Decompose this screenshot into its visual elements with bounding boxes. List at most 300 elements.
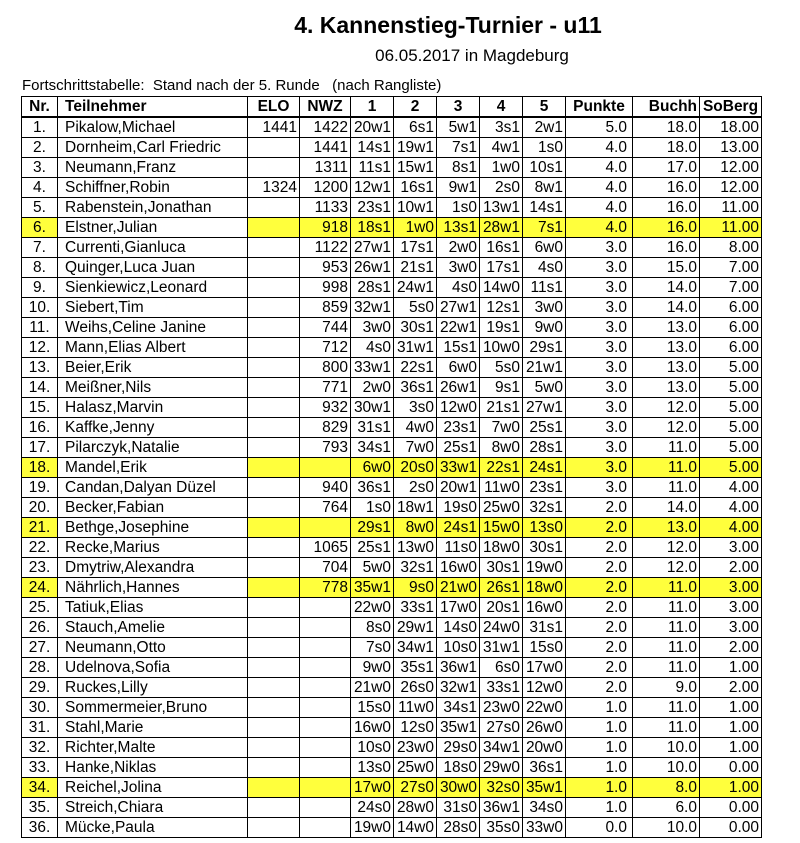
cell-round-2: 1w0	[394, 218, 437, 238]
cell-punkte: 4.0	[566, 178, 633, 198]
cell-soberg: 1.00	[700, 698, 762, 718]
cell-round-1: 33w1	[351, 358, 394, 378]
cell-round-1: 2w0	[351, 378, 394, 398]
cell-punkte: 3.0	[566, 238, 633, 258]
cell-round-3: 33w1	[437, 458, 480, 478]
cell-buchh: 10.0	[633, 738, 700, 758]
cell-round-1: 18s1	[351, 218, 394, 238]
cell-round-4: 15w0	[480, 518, 523, 538]
cell-buchh: 16.0	[633, 178, 700, 198]
cell-round-3: 1s0	[437, 198, 480, 218]
cell-round-1: 15s0	[351, 698, 394, 718]
col-header-round-5: 5	[523, 97, 566, 118]
cell-name: Mücke,Paula	[58, 818, 248, 838]
cell-soberg: 6.00	[700, 318, 762, 338]
cell-nwz: 953	[300, 258, 351, 278]
cell-buchh: 10.0	[633, 818, 700, 838]
cell-soberg: 1.00	[700, 658, 762, 678]
cell-round-3: 24s1	[437, 518, 480, 538]
cell-punkte: 1.0	[566, 758, 633, 778]
cell-elo	[248, 758, 300, 778]
cell-round-4: 36w1	[480, 798, 523, 818]
cell-round-4: 18w0	[480, 538, 523, 558]
cell-buchh: 11.0	[633, 658, 700, 678]
cell-buchh: 17.0	[633, 158, 700, 178]
cell-round-2: 25w0	[394, 758, 437, 778]
cell-round-2: 16s1	[394, 178, 437, 198]
table-row	[22, 218, 762, 238]
col-header-round-1: 1	[351, 97, 394, 118]
cell-punkte: 1.0	[566, 718, 633, 738]
cell-nr: 19.	[22, 478, 58, 498]
cell-soberg: 5.00	[700, 438, 762, 458]
cell-round-3: 30w0	[437, 778, 480, 798]
cell-punkte: 2.0	[566, 658, 633, 678]
cell-name: Candan,Dalyan Düzel	[58, 478, 248, 498]
cell-elo	[248, 518, 300, 538]
cell-round-1: 36s1	[351, 478, 394, 498]
cell-buchh: 13.0	[633, 338, 700, 358]
cell-round-2: 5s0	[394, 298, 437, 318]
table-row	[22, 478, 762, 498]
cell-nwz: 940	[300, 478, 351, 498]
cell-round-1: 6w0	[351, 458, 394, 478]
cell-round-2: 2s0	[394, 478, 437, 498]
cell-round-5: 15s0	[523, 638, 566, 658]
cell-round-4: 10w0	[480, 338, 523, 358]
cell-name: Schiffner,Robin	[58, 178, 248, 198]
cell-soberg: 6.00	[700, 338, 762, 358]
cell-round-1: 16w0	[351, 718, 394, 738]
cell-soberg: 2.00	[700, 678, 762, 698]
cell-round-5: 23s1	[523, 478, 566, 498]
cell-buchh: 11.0	[633, 618, 700, 638]
cell-nr: 24.	[22, 578, 58, 598]
cell-name: Bethge,Josephine	[58, 518, 248, 538]
cell-nr: 2.	[22, 138, 58, 158]
cell-round-4: 19s1	[480, 318, 523, 338]
cell-round-4: 25w0	[480, 498, 523, 518]
cell-round-4: 4w1	[480, 138, 523, 158]
cell-name: Dornheim,Carl Friedric	[58, 138, 248, 158]
cell-round-4: 24w0	[480, 618, 523, 638]
cell-punkte: 4.0	[566, 218, 633, 238]
cell-name: Stahl,Marie	[58, 718, 248, 738]
cell-round-1: 8s0	[351, 618, 394, 638]
cell-round-4: 33s1	[480, 678, 523, 698]
cell-nwz	[300, 658, 351, 678]
cell-name: Streich,Chiara	[58, 798, 248, 818]
cell-round-1: 7s0	[351, 638, 394, 658]
cell-nwz	[300, 718, 351, 738]
cell-name: Siebert,Tim	[58, 298, 248, 318]
cell-round-1: 1s0	[351, 498, 394, 518]
table-row	[22, 358, 762, 378]
cell-buchh: 11.0	[633, 698, 700, 718]
cell-round-5: 7s1	[523, 218, 566, 238]
cell-round-4: 29w0	[480, 758, 523, 778]
cell-round-2: 28w0	[394, 798, 437, 818]
cell-soberg: 3.00	[700, 578, 762, 598]
table-row	[22, 458, 762, 478]
cell-round-2: 32s1	[394, 558, 437, 578]
table-row	[22, 418, 762, 438]
cell-nr: 21.	[22, 518, 58, 538]
cell-round-1: 31s1	[351, 418, 394, 438]
cell-punkte: 2.0	[566, 638, 633, 658]
cell-round-2: 18w1	[394, 498, 437, 518]
cell-round-3: 36w1	[437, 658, 480, 678]
cell-round-2: 29w1	[394, 618, 437, 638]
cell-round-5: 34s0	[523, 798, 566, 818]
cell-round-2: 10w1	[394, 198, 437, 218]
cell-buchh: 12.0	[633, 418, 700, 438]
cell-round-3: 2w0	[437, 238, 480, 258]
cell-soberg: 5.00	[700, 358, 762, 378]
cell-name: Ruckes,Lilly	[58, 678, 248, 698]
cell-elo	[248, 378, 300, 398]
cell-buchh: 13.0	[633, 318, 700, 338]
table-row	[22, 618, 762, 638]
cell-punkte: 1.0	[566, 778, 633, 798]
cell-round-3: 25s1	[437, 438, 480, 458]
cell-round-2: 31w1	[394, 338, 437, 358]
cell-round-1: 5w0	[351, 558, 394, 578]
cell-punkte: 1.0	[566, 798, 633, 818]
cell-elo	[248, 438, 300, 458]
cell-buchh: 15.0	[633, 258, 700, 278]
cell-nr: 1.	[22, 117, 58, 138]
cell-elo	[248, 718, 300, 738]
cell-round-4: 22s1	[480, 458, 523, 478]
cell-buchh: 11.0	[633, 438, 700, 458]
cell-elo	[248, 258, 300, 278]
cell-punkte: 2.0	[566, 498, 633, 518]
cell-name: Mann,Elias Albert	[58, 338, 248, 358]
cell-nwz: 1133	[300, 198, 351, 218]
cell-buchh: 11.0	[633, 638, 700, 658]
cell-round-3: 23s1	[437, 418, 480, 438]
cell-round-4: 30s1	[480, 558, 523, 578]
table-row	[22, 338, 762, 358]
cell-round-3: 13s1	[437, 218, 480, 238]
cell-round-1: 17w0	[351, 778, 394, 798]
table-row	[22, 678, 762, 698]
cell-buchh: 11.0	[633, 598, 700, 618]
cell-round-4: 16s1	[480, 238, 523, 258]
table-header-row	[22, 97, 762, 118]
cell-soberg: 3.00	[700, 618, 762, 638]
cell-round-3: 28s0	[437, 818, 480, 838]
cell-round-1: 28s1	[351, 278, 394, 298]
cell-name: Dmytriw,Alexandra	[58, 558, 248, 578]
cell-punkte: 3.0	[566, 318, 633, 338]
cell-punkte: 4.0	[566, 138, 633, 158]
cell-elo	[248, 798, 300, 818]
table-row	[22, 738, 762, 758]
cell-round-3: 10s0	[437, 638, 480, 658]
cell-round-5: 26w0	[523, 718, 566, 738]
cell-round-4: 13w1	[480, 198, 523, 218]
cell-buchh: 13.0	[633, 358, 700, 378]
cell-soberg: 2.00	[700, 558, 762, 578]
cell-round-3: 20w1	[437, 478, 480, 498]
table-row	[22, 638, 762, 658]
cell-round-2: 4w0	[394, 418, 437, 438]
cell-elo	[248, 158, 300, 178]
cell-round-2: 17s1	[394, 238, 437, 258]
cell-soberg: 7.00	[700, 278, 762, 298]
cell-nwz: 744	[300, 318, 351, 338]
cell-nwz	[300, 758, 351, 778]
cell-round-2: 33s1	[394, 598, 437, 618]
cell-soberg: 3.00	[700, 598, 762, 618]
cell-buchh: 8.0	[633, 778, 700, 798]
cell-elo	[248, 458, 300, 478]
cell-nr: 22.	[22, 538, 58, 558]
cell-name: Rabenstein,Jonathan	[58, 198, 248, 218]
cell-round-4: 35s0	[480, 818, 523, 838]
cell-elo	[248, 538, 300, 558]
cell-round-2: 36s1	[394, 378, 437, 398]
cell-round-2: 12s0	[394, 718, 437, 738]
cell-punkte: 2.0	[566, 678, 633, 698]
cell-nwz: 932	[300, 398, 351, 418]
cell-name: Sommermeier,Bruno	[58, 698, 248, 718]
cell-name: Halasz,Marvin	[58, 398, 248, 418]
table-caption: Fortschrittstabelle: Stand nach der 5. Runde (nach Rangliste)	[22, 77, 442, 94]
cell-punkte: 2.0	[566, 518, 633, 538]
cell-round-5: 19w0	[523, 558, 566, 578]
cell-buchh: 12.0	[633, 558, 700, 578]
cell-round-5: 3w0	[523, 298, 566, 318]
cell-buchh: 11.0	[633, 718, 700, 738]
cell-round-2: 26s0	[394, 678, 437, 698]
cell-elo	[248, 558, 300, 578]
cell-round-2: 27s0	[394, 778, 437, 798]
cell-nwz: 1422	[300, 117, 351, 138]
cell-round-4: 5s0	[480, 358, 523, 378]
cell-elo	[248, 278, 300, 298]
table-row	[22, 318, 762, 338]
cell-nwz: 1065	[300, 538, 351, 558]
table-row	[22, 538, 762, 558]
cell-round-2: 23w0	[394, 738, 437, 758]
cell-punkte: 3.0	[566, 258, 633, 278]
cell-elo	[248, 358, 300, 378]
cell-round-1: 9w0	[351, 658, 394, 678]
cell-round-5: 21w1	[523, 358, 566, 378]
cell-round-2: 22s1	[394, 358, 437, 378]
col-header-round-4: 4	[480, 97, 523, 118]
cell-round-4: 1w0	[480, 158, 523, 178]
cell-nr: 6.	[22, 218, 58, 238]
cell-round-3: 3w0	[437, 258, 480, 278]
cell-round-3: 5w1	[437, 117, 480, 138]
cell-elo	[248, 138, 300, 158]
cell-elo	[248, 398, 300, 418]
cell-name: Becker,Fabian	[58, 498, 248, 518]
cell-round-4: 26s1	[480, 578, 523, 598]
cell-round-1: 22w0	[351, 598, 394, 618]
cell-round-5: 4s0	[523, 258, 566, 278]
cell-nwz	[300, 458, 351, 478]
table-row	[22, 258, 762, 278]
cell-nwz	[300, 618, 351, 638]
cell-round-1: 21w0	[351, 678, 394, 698]
cell-round-4: 3s1	[480, 117, 523, 138]
cell-round-3: 12w0	[437, 398, 480, 418]
cell-soberg: 12.00	[700, 178, 762, 198]
cell-round-1: 29s1	[351, 518, 394, 538]
cell-buchh: 18.0	[633, 117, 700, 138]
cell-round-4: 32s0	[480, 778, 523, 798]
cell-soberg: 3.00	[700, 538, 762, 558]
cell-round-3: 8s1	[437, 158, 480, 178]
cell-nwz	[300, 678, 351, 698]
cell-round-5: 13s0	[523, 518, 566, 538]
col-header-teilnehmer: Teilnehmer	[58, 97, 248, 118]
cell-round-1: 23s1	[351, 198, 394, 218]
cell-soberg: 0.00	[700, 818, 762, 838]
cell-buchh: 11.0	[633, 478, 700, 498]
cell-elo	[248, 218, 300, 238]
cell-punkte: 1.0	[566, 698, 633, 718]
cell-punkte: 3.0	[566, 438, 633, 458]
cell-round-3: 11s0	[437, 538, 480, 558]
cell-buchh: 13.0	[633, 378, 700, 398]
cell-name: Sienkiewicz,Leonard	[58, 278, 248, 298]
cell-punkte: 0.0	[566, 818, 633, 838]
table-row	[22, 798, 762, 818]
cell-round-3: 17w0	[437, 598, 480, 618]
cell-round-4: 20s1	[480, 598, 523, 618]
cell-nr: 5.	[22, 198, 58, 218]
table-row	[22, 598, 762, 618]
cell-round-5: 20w0	[523, 738, 566, 758]
cell-round-5: 9w0	[523, 318, 566, 338]
cell-round-2: 19w1	[394, 138, 437, 158]
cell-buchh: 16.0	[633, 238, 700, 258]
cell-punkte: 1.0	[566, 738, 633, 758]
cell-nr: 3.	[22, 158, 58, 178]
cell-punkte: 3.0	[566, 418, 633, 438]
cell-nr: 23.	[22, 558, 58, 578]
table-row	[22, 198, 762, 218]
col-header-buchh: Buchh	[633, 97, 700, 118]
cell-round-3: 27w1	[437, 298, 480, 318]
cell-round-3: 16w0	[437, 558, 480, 578]
cell-round-1: 20w1	[351, 117, 394, 138]
cell-nr: 32.	[22, 738, 58, 758]
cell-punkte: 3.0	[566, 478, 633, 498]
cell-round-5: 27w1	[523, 398, 566, 418]
cell-soberg: 11.00	[700, 198, 762, 218]
cell-nr: 34.	[22, 778, 58, 798]
cell-soberg: 7.00	[700, 258, 762, 278]
table-row	[22, 718, 762, 738]
cell-round-1: 14s1	[351, 138, 394, 158]
cell-round-5: 16w0	[523, 598, 566, 618]
cell-name: Udelnova,Sofia	[58, 658, 248, 678]
cell-round-3: 34s1	[437, 698, 480, 718]
cell-round-4: 14w0	[480, 278, 523, 298]
cell-round-3: 7s1	[437, 138, 480, 158]
cell-nwz	[300, 778, 351, 798]
cell-name: Pilarczyk,Natalie	[58, 438, 248, 458]
cell-round-4: 2s0	[480, 178, 523, 198]
cell-soberg: 5.00	[700, 418, 762, 438]
table-row	[22, 438, 762, 458]
table-row	[22, 558, 762, 578]
progress-table	[21, 96, 762, 838]
cell-buchh: 11.0	[633, 458, 700, 478]
cell-nwz	[300, 638, 351, 658]
cell-buchh: 18.0	[633, 138, 700, 158]
cell-nr: 16.	[22, 418, 58, 438]
table-row	[22, 238, 762, 258]
cell-round-1: 26w1	[351, 258, 394, 278]
cell-nwz: 859	[300, 298, 351, 318]
cell-round-5: 33w0	[523, 818, 566, 838]
cell-elo	[248, 478, 300, 498]
cell-name: Hanke,Niklas	[58, 758, 248, 778]
cell-round-2: 34w1	[394, 638, 437, 658]
cell-round-2: 20s0	[394, 458, 437, 478]
cell-nr: 36.	[22, 818, 58, 838]
cell-name: Pikalow,Michael	[58, 117, 248, 138]
cell-round-5: 31s1	[523, 618, 566, 638]
cell-round-4: 11w0	[480, 478, 523, 498]
cell-nr: 17.	[22, 438, 58, 458]
cell-punkte: 3.0	[566, 338, 633, 358]
cell-round-1: 35w1	[351, 578, 394, 598]
cell-elo: 1324	[248, 178, 300, 198]
cell-soberg: 2.00	[700, 638, 762, 658]
cell-nwz: 800	[300, 358, 351, 378]
cell-round-1: 4s0	[351, 338, 394, 358]
cell-nr: 20.	[22, 498, 58, 518]
cell-nr: 9.	[22, 278, 58, 298]
cell-round-5: 1s0	[523, 138, 566, 158]
col-header-elo: ELO	[248, 97, 300, 118]
cell-nr: 28.	[22, 658, 58, 678]
table-row	[22, 698, 762, 718]
cell-nr: 29.	[22, 678, 58, 698]
cell-round-4: 9s1	[480, 378, 523, 398]
cell-punkte: 3.0	[566, 398, 633, 418]
cell-round-3: 19s0	[437, 498, 480, 518]
cell-soberg: 18.00	[700, 117, 762, 138]
cell-name: Beier,Erik	[58, 358, 248, 378]
cell-soberg: 4.00	[700, 478, 762, 498]
cell-round-5: 25s1	[523, 418, 566, 438]
cell-round-1: 30w1	[351, 398, 394, 418]
col-header-soberg: SoBerg	[700, 97, 762, 118]
cell-round-2: 30s1	[394, 318, 437, 338]
cell-round-3: 14s0	[437, 618, 480, 638]
cell-round-2: 21s1	[394, 258, 437, 278]
cell-elo	[248, 238, 300, 258]
table-row	[22, 398, 762, 418]
cell-round-5: 12w0	[523, 678, 566, 698]
cell-elo	[248, 318, 300, 338]
cell-round-5: 32s1	[523, 498, 566, 518]
cell-nwz: 793	[300, 438, 351, 458]
cell-round-3: 9w1	[437, 178, 480, 198]
cell-round-4: 6s0	[480, 658, 523, 678]
cell-nr: 12.	[22, 338, 58, 358]
